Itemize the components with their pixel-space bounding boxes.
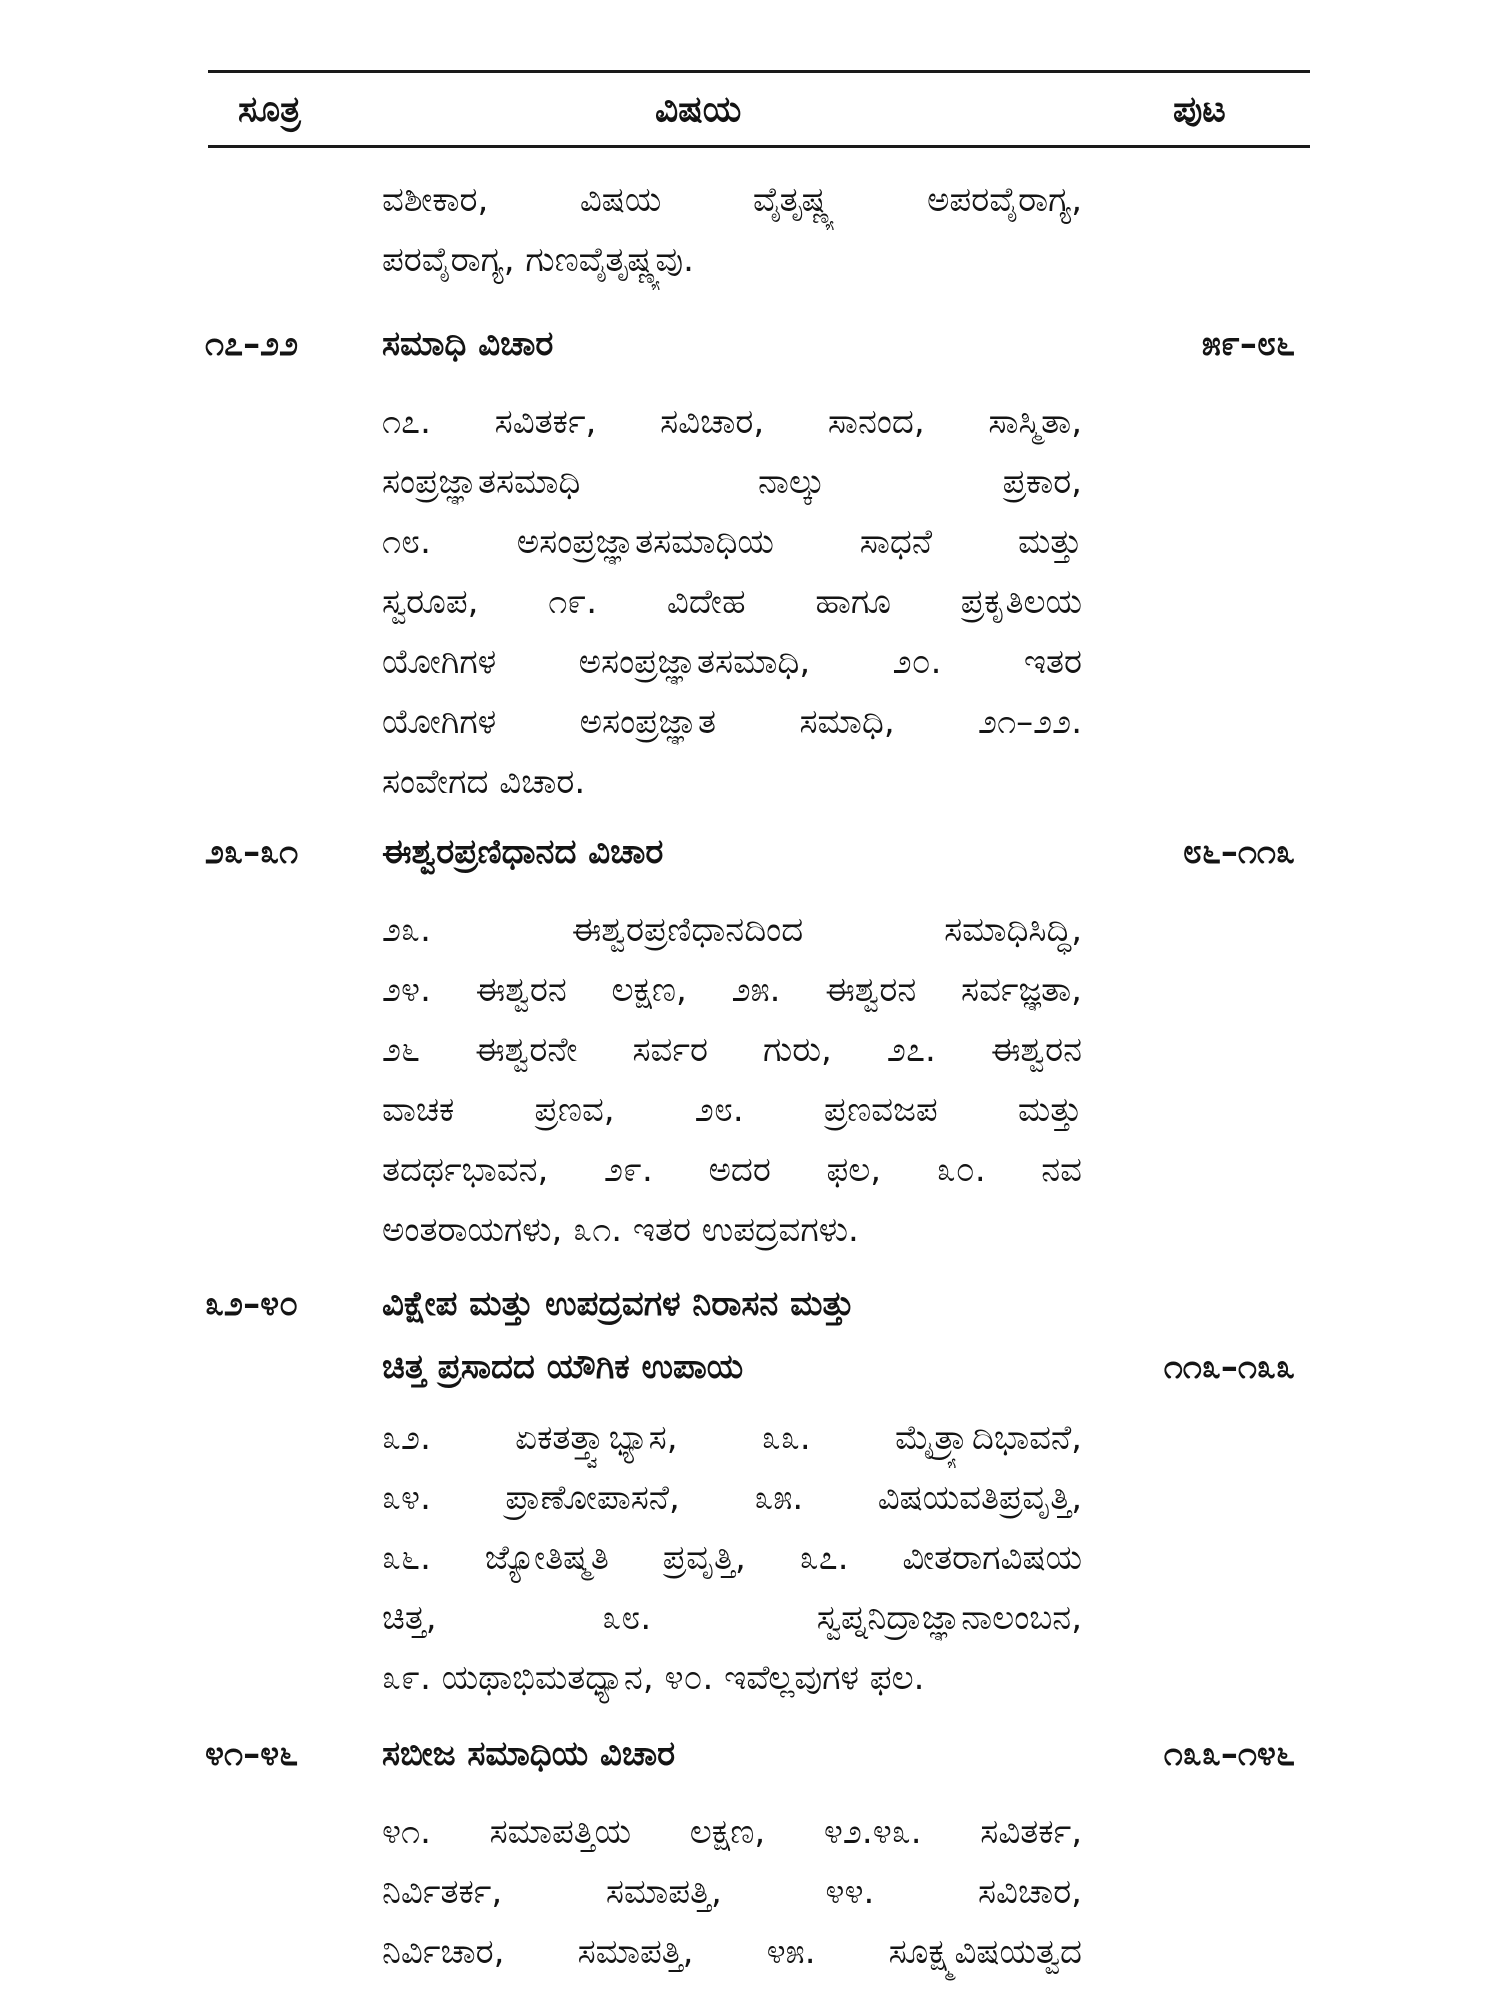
section-body-line: ಸಂಪ್ರಜ್ಞಾತಸಮಾಧಿ ನಾಲ್ಕು ಪ್ರಕಾರ, <box>382 462 1082 502</box>
section-title: ಈಶ್ವರಪ್ರಣಿಧಾನದ ವಿಚಾರ <box>382 832 664 872</box>
section-title: ಸಮಾಧಿ ವಿಚಾರ <box>382 324 554 364</box>
header-top-rule <box>208 70 1310 73</box>
sutra-range: ೩೨–೪೦ <box>205 1284 299 1324</box>
section-body-line: ೨೪. ಈಶ್ವರನ ಲಕ್ಷಣ, ೨೫. ಈಶ್ವರನ ಸರ್ವಜ್ಞತಾ, <box>382 970 1082 1010</box>
carryover-line: ವಶೀಕಾರ, ವಿಷಯ ವೈತೃಷ್ಣ್ಯ ಅಪರವೈರಾಗ್ಯ, <box>382 180 1082 220</box>
section-body-line: ೧೭. ಸವಿತರ್ಕ, ಸವಿಚಾರ, ಸಾನಂದ, ಸಾಸ್ಮಿತಾ, <box>382 402 1082 442</box>
section-body-line: ಯೋಗಿಗಳ ಅಸಂಪ್ರಜ್ಞಾತಸಮಾಧಿ, ೨೦. ಇತರ <box>382 642 1082 682</box>
section-body-line: ಸಂವೇಗದ ವಿಚಾರ. <box>382 762 586 802</box>
section-title: ಸಬೀಜ ಸಮಾಧಿಯ ವಿಚಾರ <box>382 1734 676 1774</box>
section-body-line: ನಿರ್ವಿಚಾರ, ಸಮಾಪತ್ತಿ, ೪೫. ಸೂಕ್ಷ್ಮವಿಷಯತ್ವದ <box>382 1932 1082 1972</box>
section-body-line: ೩೯. ಯಥಾಭಿಮತಧ್ಯಾನ, ೪೦. ಇವೆಲ್ಲವುಗಳ ಫಲ. <box>382 1658 925 1698</box>
section-title: ವಿಕ್ಷೇಪ ಮತ್ತು ಉಪದ್ರವಗಳ ನಿರಾಸನ ಮತ್ತು <box>382 1284 855 1324</box>
page-range: ೧೧೩–೧೩೩ <box>1163 1347 1295 1387</box>
column-header-sutra: ಸೂತ್ರ <box>238 89 301 130</box>
page-range: ೮೬–೧೧೩ <box>1182 832 1295 872</box>
section-body-line: ಸ್ವರೂಪ, ೧೯. ವಿದೇಹ ಹಾಗೂ ಪ್ರಕೃತಿಲಯ <box>382 582 1082 622</box>
section-body-line: ಚಿತ್ತ, ೩೮. ಸ್ವಪ್ನನಿದ್ರಾಜ್ಞಾನಾಲಂಬನ, <box>382 1598 1082 1638</box>
section-body-line: ೩೪. ಪ್ರಾಣೋಪಾಸನೆ, ೩೫. ವಿಷಯವತಿಪ್ರವೃತ್ತಿ, <box>382 1478 1082 1518</box>
sutra-range: ೧೭–೨೨ <box>205 324 299 364</box>
sutra-range: ೪೧–೪೬ <box>205 1734 299 1774</box>
page-range: ೧೩೩–೧೪೬ <box>1163 1734 1295 1774</box>
section-body-line: ತದರ್ಥಭಾವನ, ೨೯. ಅದರ ಫಲ, ೩೦. ನವ <box>382 1150 1082 1190</box>
section-body-line: ೨೬ ಈಶ್ವರನೇ ಸರ್ವರ ಗುರು, ೨೭. ಈಶ್ವರನ <box>382 1030 1082 1070</box>
page-range: ೫೯–೮೬ <box>1201 324 1295 364</box>
section-body-line: ಯೋಗಿಗಳ ಅಸಂಪ್ರಜ್ಞಾತ ಸಮಾಧಿ, ೨೧–೨೨. <box>382 702 1082 742</box>
column-header-vishaya: ವಿಷಯ <box>655 89 742 130</box>
section-body-line: ೪೧. ಸಮಾಪತ್ತಿಯ ಲಕ್ಷಣ, ೪೨.೪೩. ಸವಿತರ್ಕ, <box>382 1812 1082 1852</box>
section-body-line: ೨೩. ಈಶ್ವರಪ್ರಣಿಧಾನದಿಂದ ಸಮಾಧಿಸಿದ್ಧಿ, <box>382 910 1082 950</box>
section-body-line: ನಿರ್ವಿತರ್ಕ, ಸಮಾಪತ್ತಿ, ೪೪. ಸವಿಚಾರ, <box>382 1872 1082 1912</box>
section-body-line: ಅಂತರಾಯಗಳು, ೩೧. ಇತರ ಉಪದ್ರವಗಳು. <box>382 1210 859 1250</box>
section-body-line: ೩೨. ಏಕತತ್ತ್ವಾಭ್ಯಾಸ, ೩೩. ಮೈತ್ರ್ಯಾದಿಭಾವನೆ, <box>382 1418 1082 1458</box>
section-title: ಚಿತ್ತ ಪ್ರಸಾದದ ಯೌಗಿಕ ಉಪಾಯ <box>382 1347 744 1387</box>
header-bottom-rule <box>208 145 1310 148</box>
sutra-range: ೨೩–೩೧ <box>205 832 299 872</box>
column-header-puta: ಪುಟ <box>1173 89 1226 130</box>
section-body-line: ವಾಚಕ ಪ್ರಣವ, ೨೮. ಪ್ರಣವಜಪ ಮತ್ತು <box>382 1090 1082 1130</box>
carryover-line: ಪರವೈರಾಗ್ಯ, ಗುಣವೈತೃಷ್ಣ್ಯವು. <box>382 240 694 280</box>
section-body-line: ೧೮. ಅಸಂಪ್ರಜ್ಞಾತಸಮಾಧಿಯ ಸಾಧನೆ ಮತ್ತು <box>382 522 1082 562</box>
section-body-line: ೩೬. ಜ್ಯೋತಿಷ್ಮತಿ ಪ್ರವೃತ್ತಿ, ೩೭. ವೀತರಾಗವಿಷಯ <box>382 1538 1082 1578</box>
